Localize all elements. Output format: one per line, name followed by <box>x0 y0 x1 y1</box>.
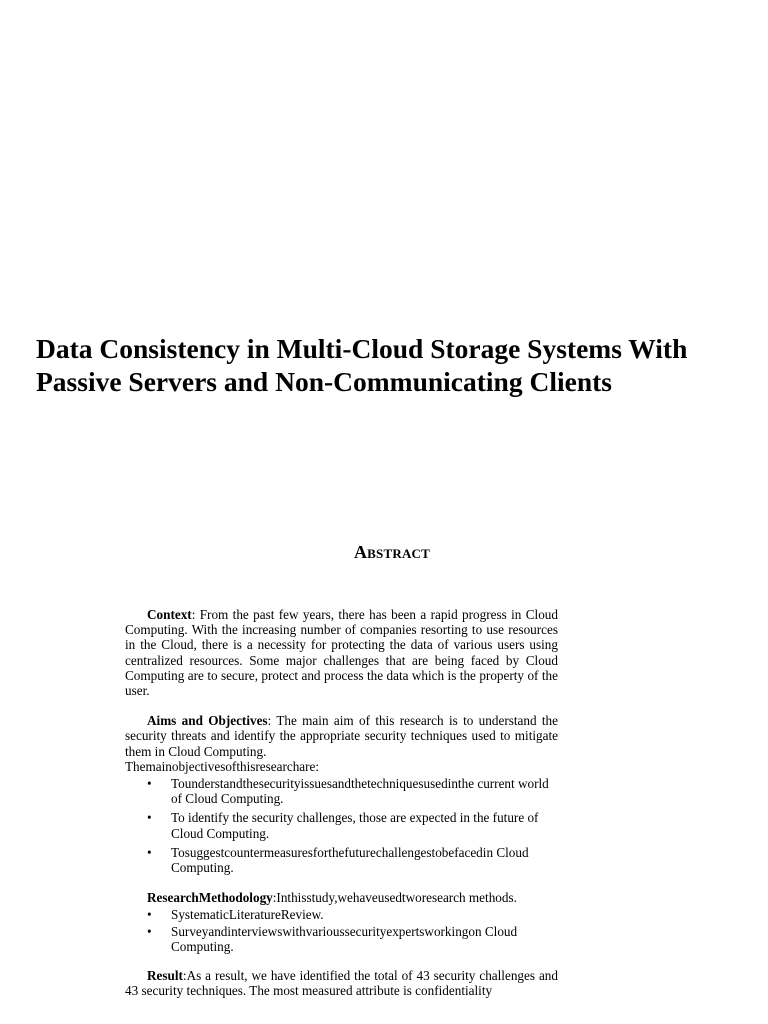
page-title: Data Consistency in Multi-Cloud Storage Systems With Passive Servers and Non-Communicating Clients <box>36 333 688 397</box>
context-label: Context <box>147 607 192 622</box>
methods-list <box>125 907 558 954</box>
methodology-text: :Inthisstudy,wehaveusedtworesearch methods. <box>272 890 517 906</box>
abstract-heading: Abstract <box>353 542 430 562</box>
bullet-dot-icon: • <box>147 776 152 792</box>
bullet-dot-icon: • <box>147 844 152 860</box>
objectives-intro: Themainobjectivesofthisresearchare: <box>125 758 320 774</box>
paragraph-spacer <box>125 698 558 713</box>
list-item <box>125 845 558 875</box>
list-item <box>125 907 558 922</box>
aims-text: : The main aim of this research is to understand the security threats and identify the appropriate security techniques used to mitigate them in Cloud Computing. <box>125 713 558 759</box>
list-item <box>125 776 558 806</box>
bullet-dot-icon: • <box>147 923 152 939</box>
paragraph-spacer <box>125 879 558 890</box>
objectives-list <box>125 776 558 875</box>
result-paragraph <box>125 968 558 998</box>
list-item <box>125 810 558 840</box>
abstract-body <box>125 607 558 998</box>
paragraph-spacer <box>125 955 558 968</box>
objective-text: Tosuggestcountermeasuresforthefuturechallengestobefacedin Cloud Computing. <box>171 844 529 876</box>
method-text: SystematicLiteratureReview. <box>171 907 324 923</box>
bullet-dot-icon: • <box>147 810 152 826</box>
result-label: Result <box>147 968 183 984</box>
context-text: : From the past few years, there has been a rapid progress in Cloud Computing. With the increasing number of companies resorting to use resources in the Cloud, there is a necessity for protecting the data of various users using centralized resources. Some major challenges that are being faced by Cloud Computing are to secure, protect and process the data which is the property of the user. <box>125 607 558 699</box>
aims-label: Aims and Objectives <box>147 713 268 729</box>
methodology-paragraph <box>125 890 558 905</box>
aims-paragraph <box>125 713 558 759</box>
result-text: :As a result, we have identified the total of 43 security challenges and 43 security techniques. The most measured attribute is confidentiality <box>125 968 558 999</box>
objective-text: To identify the security challenges, those are expected in the future of Cloud Computing. <box>171 810 539 841</box>
bullet-dot-icon: • <box>147 907 152 923</box>
objective-text: Tounderstandthesecurityissuesandthetechniquesusedinthe current world of Cloud Computing. <box>171 776 549 807</box>
method-text: Surveyandinterviewswithvarioussecurityexpertsworkingon Cloud Computing. <box>171 923 518 954</box>
methodology-label: ResearchMethodology <box>147 890 273 906</box>
context-paragraph <box>125 607 558 698</box>
list-item <box>125 924 558 954</box>
